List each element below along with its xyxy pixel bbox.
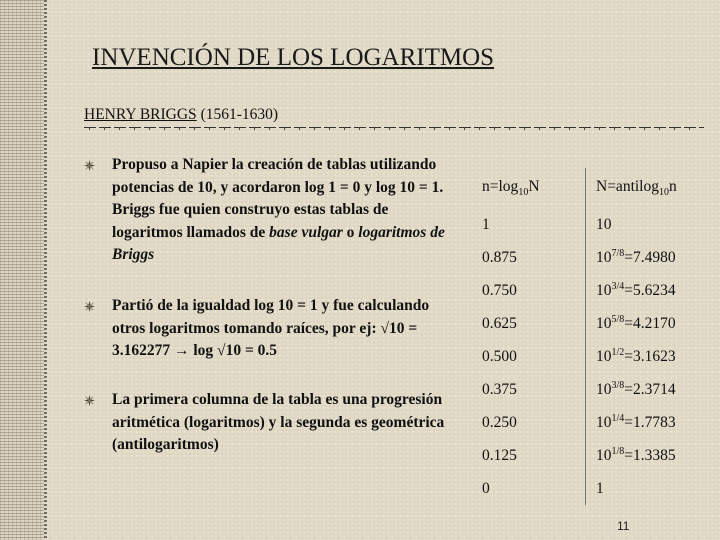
antilog-exponent: 3/8	[611, 379, 625, 391]
antilog-value-cell	[586, 340, 705, 373]
antilog-base: 10	[596, 381, 612, 399]
antilog-base: 10	[596, 215, 612, 233]
cross-star-bullet-icon	[84, 301, 95, 312]
table-row	[472, 307, 704, 340]
bullet-text	[112, 154, 462, 267]
decorative-strip-edge	[44, 0, 47, 540]
antilog-value-cell	[586, 274, 705, 307]
page-number: 11	[617, 519, 630, 533]
subtitle-years: (1561-1630)	[200, 106, 279, 123]
decorative-texture-strip	[0, 0, 44, 540]
dashed-divider	[84, 124, 704, 132]
antilog-value-cell	[586, 307, 705, 340]
antilog-value-cell	[586, 406, 705, 439]
bullet-emphasis: base vulgar	[269, 223, 343, 241]
bullet-text: Partió de la igualdad log 10 = 1 y fue calculando otros logaritmos tomando raíces, por ej: √10 = 3.162277 → log √10 = 0.5	[112, 297, 430, 359]
table-row	[472, 208, 704, 241]
slide-subtitle	[84, 106, 278, 124]
antilog-result: =1.3385	[624, 447, 676, 465]
antilog-base: 10	[596, 282, 612, 300]
table-row	[472, 241, 704, 274]
header-text: n=log	[482, 177, 519, 195]
table-row	[472, 274, 704, 307]
header-cell-antilog	[586, 168, 705, 208]
antilog-result: =7.4980	[624, 249, 676, 267]
antilog-value-cell	[586, 472, 705, 505]
antilog-base: 10	[596, 249, 612, 267]
bullet-text: La primera columna de la tabla es una progresión aritmética (logaritmos) y la segunda es geométrica (antilogaritmos)	[112, 391, 445, 453]
antilog-base: 10	[596, 447, 612, 465]
antilog-value-cell	[586, 373, 705, 406]
header-subscript: 10	[658, 187, 669, 199]
log-value-cell: 0.750	[472, 274, 586, 307]
antilog-base: 10	[596, 348, 612, 366]
logarithm-table-body	[472, 168, 704, 505]
cross-star-bullet-icon	[84, 160, 95, 171]
bullet-emphasis: logaritmos de Briggs	[112, 223, 445, 263]
table-row	[472, 406, 704, 439]
antilog-result: =1.7783	[624, 414, 676, 432]
cross-star-bullet-icon	[84, 395, 95, 406]
logarithm-table	[472, 168, 704, 505]
subtitle-person-name: HENRY BRIGGS	[84, 106, 197, 123]
antilog-exponent: 1/2	[611, 346, 625, 358]
antilog-exponent: 7/8	[611, 247, 625, 259]
bullet-text-part: o	[342, 223, 359, 241]
log-value-cell: 0.375	[472, 373, 586, 406]
log-value-cell: 0.625	[472, 307, 586, 340]
antilog-base: 10	[596, 414, 612, 432]
table-row	[472, 340, 704, 373]
log-value-cell: 1	[472, 208, 586, 241]
antilog-value-cell	[586, 208, 705, 241]
bullet-text-part: Propuso a Napier la creación de tablas utilizando potencias de 10, y acordaron log 1 = 0 y log 10 = 1. Briggs fue quien construyo estas tablas de logaritmos llamados de	[112, 156, 444, 241]
bullet-item	[84, 389, 462, 457]
antilog-result: =2.3714	[624, 381, 676, 399]
antilog-exponent: 3/4	[611, 280, 625, 292]
log-value-cell: 0.500	[472, 340, 586, 373]
table-row	[472, 439, 704, 472]
antilog-exponent: 1/4	[611, 412, 625, 424]
table-row	[472, 373, 704, 406]
header-text: N=antilog	[596, 177, 659, 195]
table-row	[472, 472, 704, 505]
antilog-base: 10	[596, 315, 612, 333]
antilog-value-cell	[586, 439, 705, 472]
header-text: N	[528, 177, 540, 195]
header-subscript: 10	[518, 187, 529, 199]
antilog-result: =4.2170	[624, 315, 676, 333]
bullet-item	[84, 295, 462, 363]
antilog-result: =3.1623	[624, 348, 676, 366]
antilog-exponent: 5/8	[611, 313, 625, 325]
antilog-value-cell	[586, 241, 705, 274]
log-value-cell: 0.875	[472, 241, 586, 274]
table-header-row	[472, 168, 704, 208]
log-value-cell: 0.250	[472, 406, 586, 439]
bullet-item	[84, 154, 462, 267]
slide-title: INVENCIÓN DE LOS LOGARITMOS	[92, 44, 495, 71]
antilog-base: 1	[596, 479, 604, 497]
header-text: n	[668, 177, 677, 195]
antilog-exponent: 1/8	[611, 445, 625, 457]
antilog-result: =5.6234	[624, 282, 676, 300]
log-value-cell: 0	[472, 472, 586, 505]
header-cell-log	[472, 168, 586, 208]
log-value-cell: 0.125	[472, 439, 586, 472]
